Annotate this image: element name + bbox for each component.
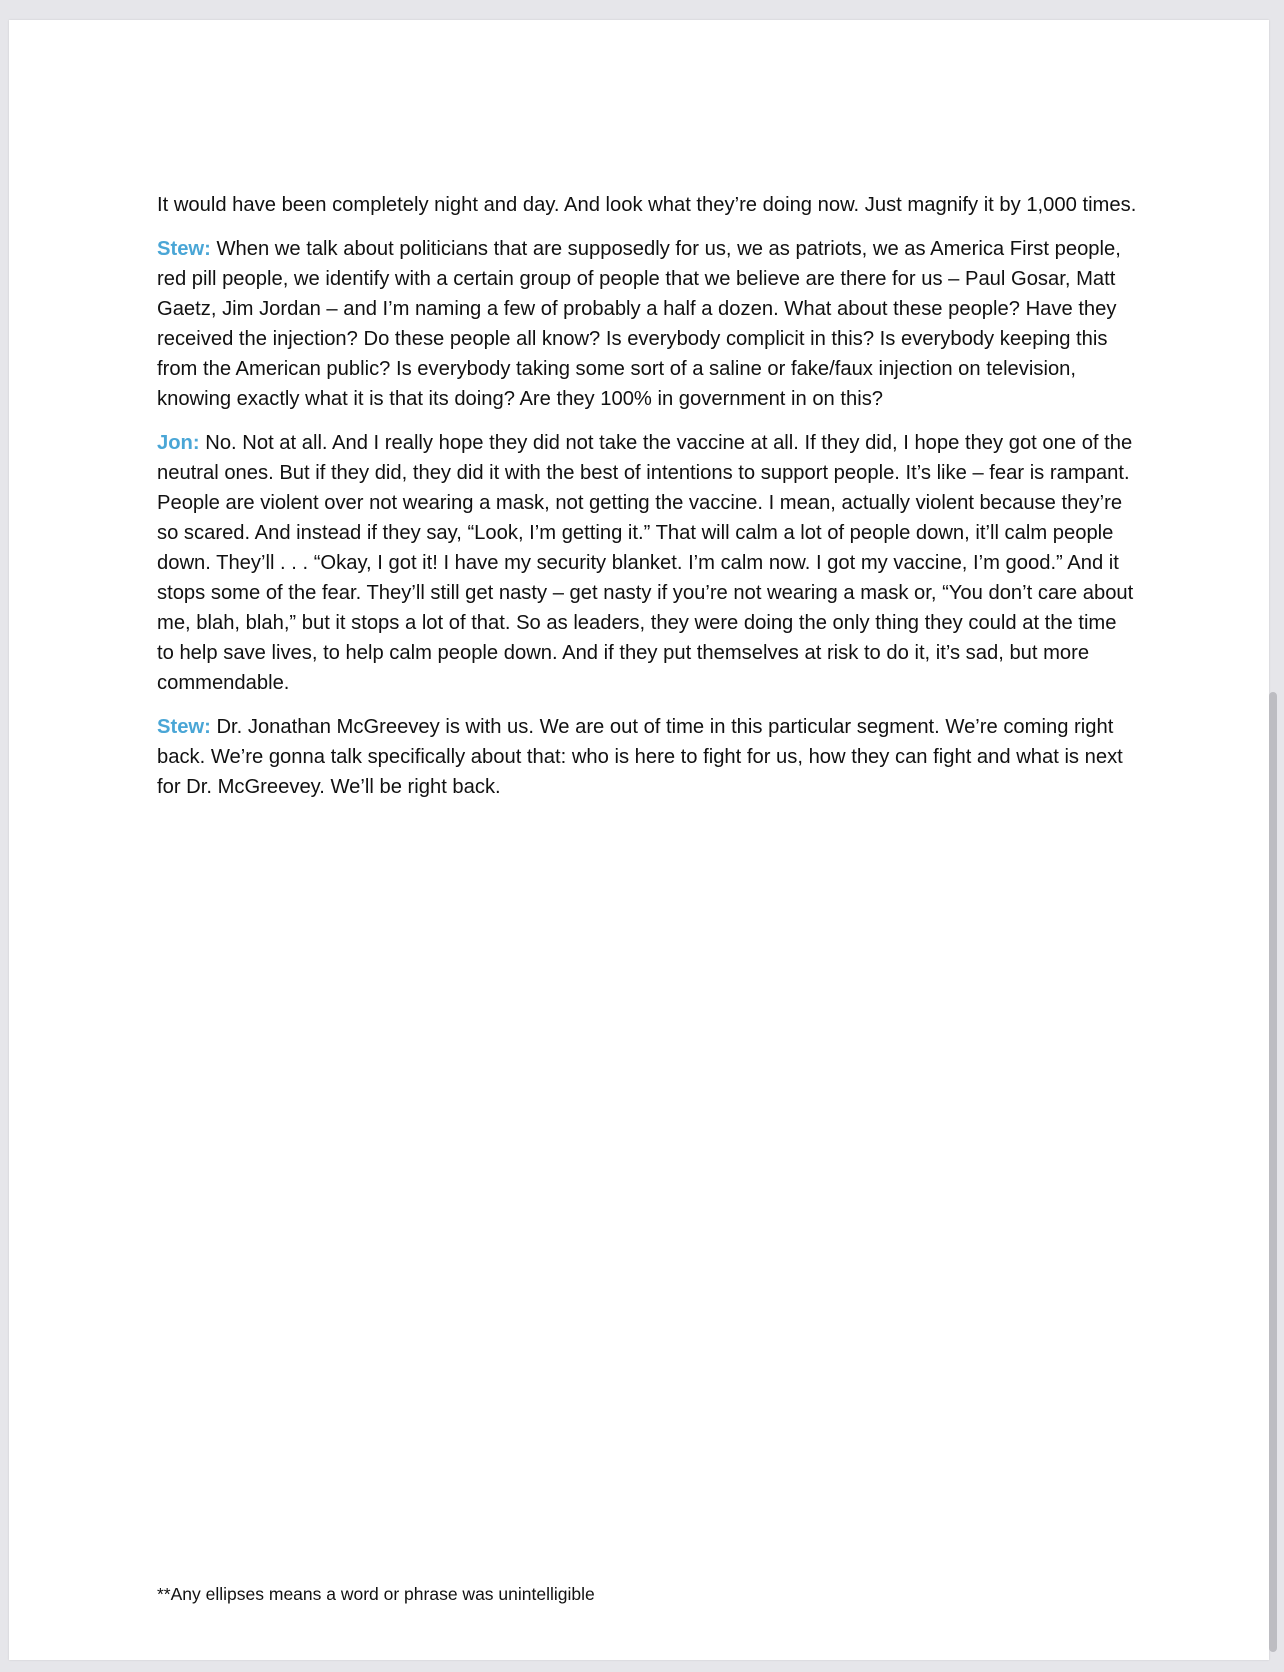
paragraph-text: Dr. Jonathan McGreevey is with us. We are out of time in this particular segment. We’re coming right back. We’re gonna talk specifically about that: who is here to fight for us, how they can fight and what is next for Dr. McGreevey. We’ll be right back. xyxy=(157,716,1123,798)
transcript-paragraph xyxy=(157,234,1137,414)
paragraph-text: When we talk about politicians that are supposedly for us, we as patriots, we as America First people, red pill people, we identify with a certain group of people that we believe are there for us – Paul Gosar, Matt Gaetz, Jim Jordan – and I’m naming a few of probably a half a dozen. What about these people? Have they received the injection? Do these people all know? Is everybody complicit in this? Is everybody keeping this from the American public? Is everybody taking some sort of a saline or fake/faux injection on television, knowing exactly what it is that its doing? Are they 100% in government in on this? xyxy=(157,238,1121,410)
transcript-paragraph xyxy=(157,190,1137,220)
speaker-label: Stew: xyxy=(157,716,211,738)
footnote: **Any ellipses means a word or phrase was unintelligible xyxy=(157,1584,595,1604)
speaker-label: Jon: xyxy=(157,432,200,454)
document-page xyxy=(9,20,1269,1660)
transcript-paragraph xyxy=(157,712,1137,802)
transcript-body xyxy=(157,190,1137,816)
paragraph-text: It would have been completely night and day. And look what they’re doing now. Just magnify it by 1,000 times. xyxy=(157,194,1137,216)
transcript-paragraph xyxy=(157,428,1137,698)
paragraph-text: No. Not at all. And I really hope they did not take the vaccine at all. If they did, I hope they got one of the neutral ones. But if they did, they did it with the best of intentions to support people. It’s like – fear is rampant. People are violent over not wearing a mask, not getting the vaccine. I mean, actually violent because they’re so scared. And instead if they say, “Look, I’m getting it.” That will calm a lot of people down, it’ll calm people down. They’ll . . . “Okay, I got it! I have my security blanket. I’m calm now. I got my vaccine, I’m good.” And it stops some of the fear. They’ll still get nasty – get nasty if you’re not wearing a mask or, “You don’t care about me, blah, blah,” but it stops a lot of that. So as leaders, they were doing the only thing they could at the time to help save lives, to help calm people down. And if they put themselves at risk to do it, it’s sad, but more commendable. xyxy=(157,432,1134,694)
speaker-label: Stew: xyxy=(157,238,211,260)
scrollbar-thumb[interactable] xyxy=(1269,692,1277,1652)
